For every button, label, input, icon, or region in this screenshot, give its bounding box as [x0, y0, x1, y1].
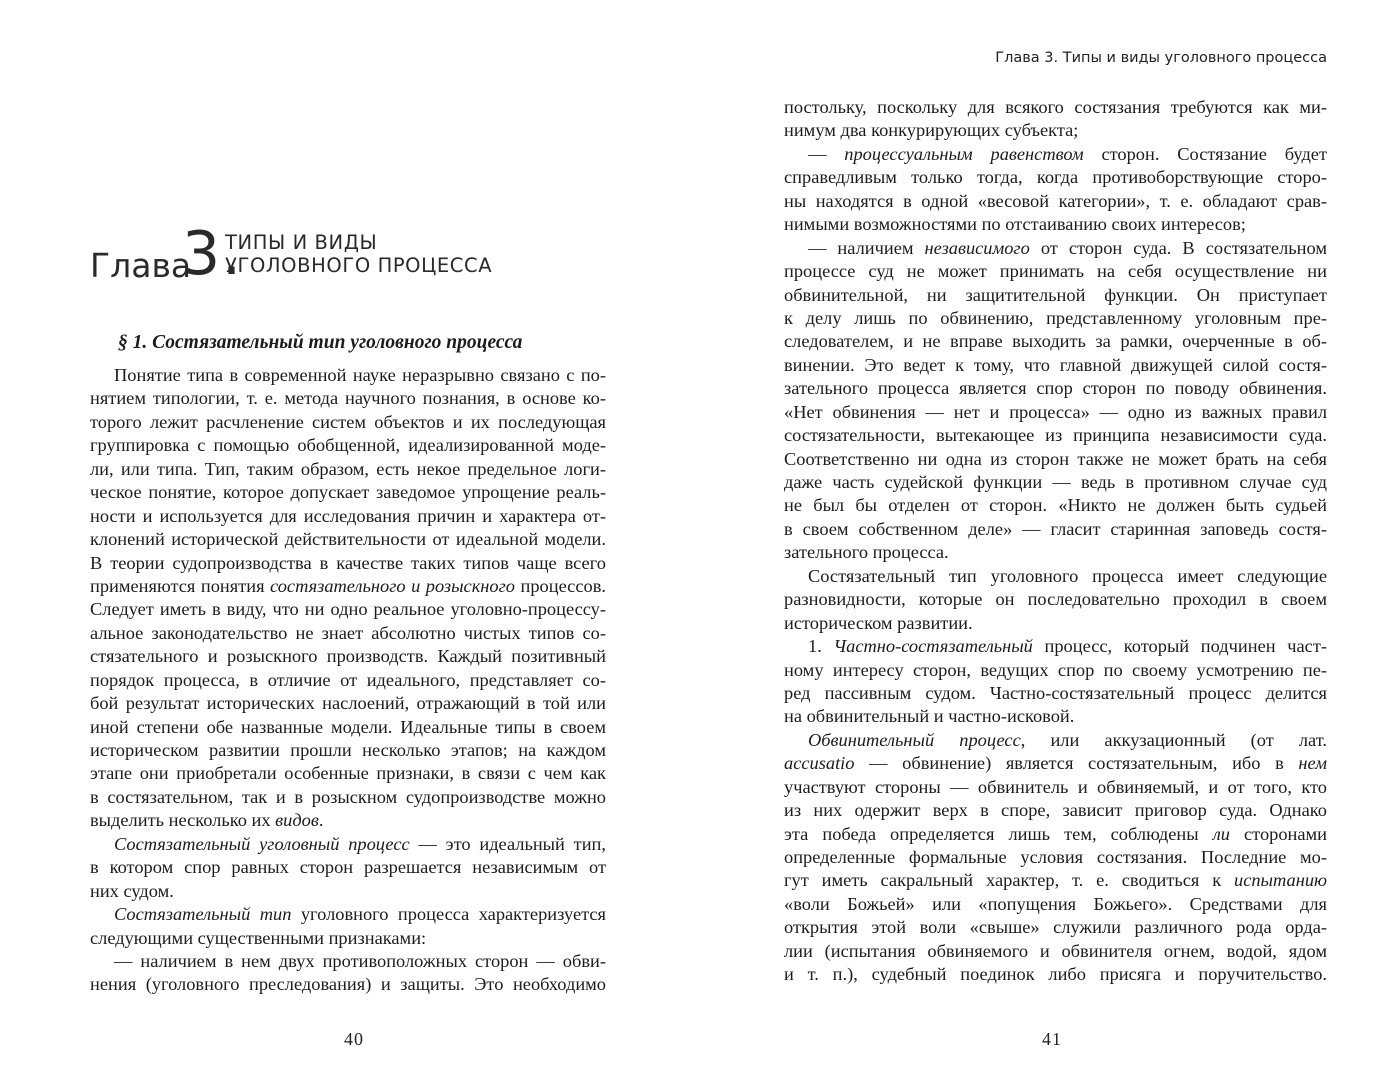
- text-run: этапе они приобретали особенные признаки, в связи с чем как: [90, 763, 606, 784]
- text-line: [784, 846, 1327, 869]
- text-run: винении. Это ведет к тому, что главной движущей силой состя-: [784, 354, 1327, 375]
- text-run: определенные формальные условия состязания. Последние мо-: [784, 847, 1327, 867]
- text-run: нимыми возможностями по отстаиванию своих интересов;: [784, 214, 1246, 235]
- text-line: [784, 237, 1327, 260]
- text-run: .: [318, 810, 324, 831]
- text-run: гут иметь сакральный характер, т. е. сводиться к: [784, 870, 1234, 891]
- text-line: [784, 166, 1327, 189]
- text-run: следующими существенными признаками:: [90, 927, 427, 948]
- text-line: [90, 692, 606, 715]
- text-run: стязательного и розыскного производств. Каждый позитивный: [90, 646, 606, 667]
- text-line: [784, 729, 1327, 752]
- text-run: не был бы отделен от сторон. «Никто не должен быть судьей: [784, 495, 1327, 516]
- text-line: [784, 401, 1327, 424]
- text-run: порядок процесса, в отличие от идеального, представляет со-: [90, 669, 606, 690]
- text-run: эта победа определяется лишь тем, соблюдены: [784, 823, 1213, 844]
- chapter-title: [225, 231, 492, 277]
- text-line: [784, 565, 1327, 588]
- text-line: [784, 260, 1327, 283]
- text-run: в котором спор равных сторон разрешается независимым от: [90, 857, 606, 878]
- text-run: историческом развитии прошли несколько этапов; на каждом: [90, 740, 606, 760]
- text-run: лии (испытания обвиняемого и обвинителя огнем, водой, ядом: [784, 940, 1327, 961]
- text-line: [784, 869, 1327, 892]
- text-line: [784, 752, 1327, 775]
- text-line: [784, 705, 1327, 728]
- text-line: [784, 424, 1327, 447]
- text-run: «Нет обвинения — нет и процесса» — одно из важных правил: [784, 401, 1327, 422]
- text-run: клонений исторической действительности от идеальной модели.: [90, 529, 606, 550]
- text-run: Состязательный тип уголовного процесса имеет следующие: [808, 565, 1327, 586]
- text-line: [90, 505, 606, 528]
- text-line: [784, 799, 1327, 822]
- text-line: [784, 119, 1327, 142]
- text-run: Частно-состязательный: [833, 636, 1033, 657]
- text-line: [90, 387, 606, 410]
- text-line: [784, 588, 1327, 611]
- text-run: 1.: [808, 636, 834, 657]
- text-run: выделить несколько их: [90, 810, 276, 831]
- text-run: ческое понятие, которое допускает заведомое упрощение реаль-: [90, 482, 606, 503]
- text-line: [90, 762, 606, 785]
- text-line: [90, 786, 606, 809]
- text-line: [784, 776, 1327, 799]
- text-run: —: [808, 143, 845, 164]
- text-run: альное законодательство не знает абсолютно чистых типов со-: [90, 622, 606, 643]
- text-run: Соответственно ни одна из сторон также не может брать на себя: [784, 448, 1327, 469]
- text-run: на обвинительный и частно-исковой.: [784, 706, 1075, 727]
- text-run: Следует иметь в виду, что ни одно реальное уголовно-процессу-: [90, 599, 606, 620]
- text-run: — обвинение) является состязательным, ибо в: [854, 753, 1299, 774]
- text-run: В теории судопроизводства в качестве таких типов чаще всего: [90, 552, 606, 573]
- text-line: [90, 458, 606, 481]
- chapter-word: Глава: [90, 246, 192, 285]
- text-run: разновидности, которые он последовательно проходил в своем: [784, 589, 1327, 610]
- text-line: [784, 284, 1327, 307]
- text-run: ли, или типа. Тип, таким образом, есть некое предельное логи-: [90, 458, 606, 479]
- text-run: процессуальным равенством: [844, 143, 1084, 164]
- right-body-text: [784, 96, 1327, 987]
- text-line: [90, 809, 606, 832]
- text-run: процесс, который подчинен част-: [1032, 636, 1328, 657]
- text-line: [784, 635, 1327, 658]
- text-run: применяются понятия: [90, 575, 271, 596]
- text-run: состязательности, вытекающее из принципа независимости суда.: [784, 425, 1327, 446]
- text-run: от сторон суда. В состязательном: [1029, 237, 1327, 258]
- text-run: процессе суд не может принимать на себя осуществление ни: [784, 261, 1327, 282]
- text-run: — наличием в нем двух противоположных сторон — обви-: [114, 950, 606, 971]
- text-line: [90, 833, 606, 856]
- text-run: и т. п.), судебный поединок либо присяга и поручительство.: [784, 964, 1327, 985]
- text-line: [784, 213, 1327, 236]
- text-run: Состязательный уголовный процесс: [114, 833, 410, 854]
- right-page: [696, 0, 1392, 1080]
- text-line: [784, 823, 1327, 846]
- text-run: Понятие типа в современной науке неразрывно связано с по-: [114, 365, 606, 385]
- text-line: [90, 575, 606, 598]
- text-run: сторонами: [1229, 823, 1328, 844]
- chapter-title-line: УГОЛОВНОГО ПРОЦЕССА: [225, 254, 493, 277]
- text-line: [784, 190, 1327, 213]
- text-line: [784, 471, 1327, 494]
- section-heading: § 1. Состязательный тип уголовного процесса: [118, 332, 523, 353]
- text-run: следователем, и не вправе выходить за рамки, очерченные в об-: [784, 331, 1327, 352]
- text-run: нятием типологии, т. е. метода научного познания, в основе ко-: [90, 388, 606, 409]
- text-line: [784, 916, 1327, 939]
- text-line: [784, 330, 1327, 353]
- text-run: ному интересу сторон, ведущих спор по своему усмотрению пе-: [784, 659, 1327, 680]
- text-line: [90, 645, 606, 668]
- text-run: независимого: [924, 237, 1030, 258]
- text-run: ли: [1212, 823, 1230, 844]
- text-run: обвинительной, ни защитительной функции. Он приступает: [784, 284, 1327, 305]
- page-number-right: 41: [1042, 1029, 1062, 1049]
- text-line: [784, 354, 1327, 377]
- text-run: в своем собственном деле» — гласит старинная заповедь состя-: [784, 518, 1327, 539]
- text-run: зательного процесса является спор сторон по поводу обвинения.: [784, 378, 1327, 399]
- text-run: accusatio: [784, 753, 855, 774]
- text-run: уголовного процесса характеризуется: [291, 904, 606, 925]
- text-run: справедливым только тогда, когда противоборствующие сторо-: [784, 167, 1327, 188]
- text-line: [784, 682, 1327, 705]
- text-run: испытанию: [1234, 870, 1327, 891]
- text-line: [90, 598, 606, 621]
- chapter-title-line: ТИПЫ И ВИДЫ: [225, 231, 378, 254]
- text-line: [90, 434, 606, 457]
- text-run: сторон. Состязание будет: [1083, 143, 1328, 164]
- text-line: [90, 552, 606, 575]
- text-run: в состязательном, так и в розыскном судопроизводстве можно: [90, 786, 606, 807]
- text-run: Состязательный тип: [114, 904, 292, 925]
- text-run: открытия этой воли «свыше» служили различного рода орда-: [784, 917, 1327, 938]
- text-run: даже часть судейской функции — ведь в противном случае суд: [784, 472, 1327, 492]
- text-line: [784, 518, 1327, 541]
- text-run: группировка с помощью обобщенной, идеализированной моде-: [90, 435, 606, 456]
- running-head: Глава 3. Типы и виды уголовного процесса: [995, 50, 1327, 66]
- text-line: [90, 716, 606, 739]
- chapter-number-dot: .: [222, 219, 242, 289]
- text-line: [784, 377, 1327, 400]
- text-run: «воли Божьей» или «попущения Божьего». Средствами для: [784, 893, 1327, 914]
- text-line: [90, 411, 606, 434]
- text-run: ред пассивным судом. Частно-состязательный процесс делится: [784, 682, 1327, 703]
- text-run: к делу лишь по обвинению, представленному уголовным пре-: [784, 307, 1327, 328]
- text-line: [784, 307, 1327, 330]
- text-line: [784, 612, 1327, 635]
- text-run: , или аккузационный (от лат.: [1020, 729, 1327, 750]
- text-run: историческом развитии.: [784, 612, 973, 633]
- chapter-number: 3: [182, 219, 221, 289]
- text-run: торого лежит расчленение систем объектов и их последующая: [90, 411, 606, 432]
- text-line: [90, 973, 606, 996]
- page-number-left: 40: [344, 1029, 364, 1049]
- text-run: бой результат исторических наслоений, отражающий в той или: [90, 693, 606, 714]
- text-run: из них одержит верх в споре, зависит приговор суда. Однако: [784, 800, 1327, 821]
- text-run: — это идеальный тип,: [409, 833, 606, 854]
- text-line: [90, 903, 606, 926]
- text-line: [90, 880, 606, 903]
- text-run: состязательного и розыскного: [270, 575, 515, 596]
- text-run: зательного процесса.: [784, 542, 949, 563]
- text-line: [784, 963, 1327, 986]
- text-line: [90, 856, 606, 879]
- text-line: [784, 143, 1327, 166]
- text-line: [90, 739, 606, 762]
- text-run: нения (уголовного преследования) и защиты. Это необходимо: [90, 974, 606, 995]
- text-run: ности и используется для исследования причин и характера от-: [90, 505, 606, 526]
- text-run: — наличием: [808, 237, 925, 258]
- text-run: постольку, поскольку для всякого состязания требуются как ми-: [784, 97, 1327, 117]
- text-run: участвуют стороны — обвинитель и обвиняемый, и от того, кто: [784, 776, 1327, 797]
- text-line: [784, 940, 1327, 963]
- text-line: [90, 528, 606, 551]
- text-line: [90, 669, 606, 692]
- text-run: нем: [1298, 753, 1327, 774]
- text-line: [784, 541, 1327, 564]
- text-run: процессов.: [515, 575, 606, 596]
- text-line: [90, 481, 606, 504]
- text-line: [784, 659, 1327, 682]
- text-run: ны находятся в одной «весовой категории», т. е. обладают срав-: [784, 190, 1327, 211]
- text-run: нимум два конкурирующих субъекта;: [784, 120, 1079, 141]
- text-line: [784, 96, 1327, 119]
- text-run: видов: [275, 810, 319, 831]
- text-run: иной степени обе названные модели. Идеальные типы в своем: [90, 716, 606, 737]
- text-line: [90, 622, 606, 645]
- text-line: [90, 927, 606, 950]
- text-run: них судом.: [90, 880, 174, 901]
- text-line: [90, 364, 606, 387]
- text-run: Обвинительный процесс: [808, 729, 1021, 750]
- text-line: [784, 448, 1327, 471]
- left-body-text: [90, 364, 606, 997]
- text-line: [784, 494, 1327, 517]
- text-line: [90, 950, 606, 973]
- text-line: [784, 893, 1327, 916]
